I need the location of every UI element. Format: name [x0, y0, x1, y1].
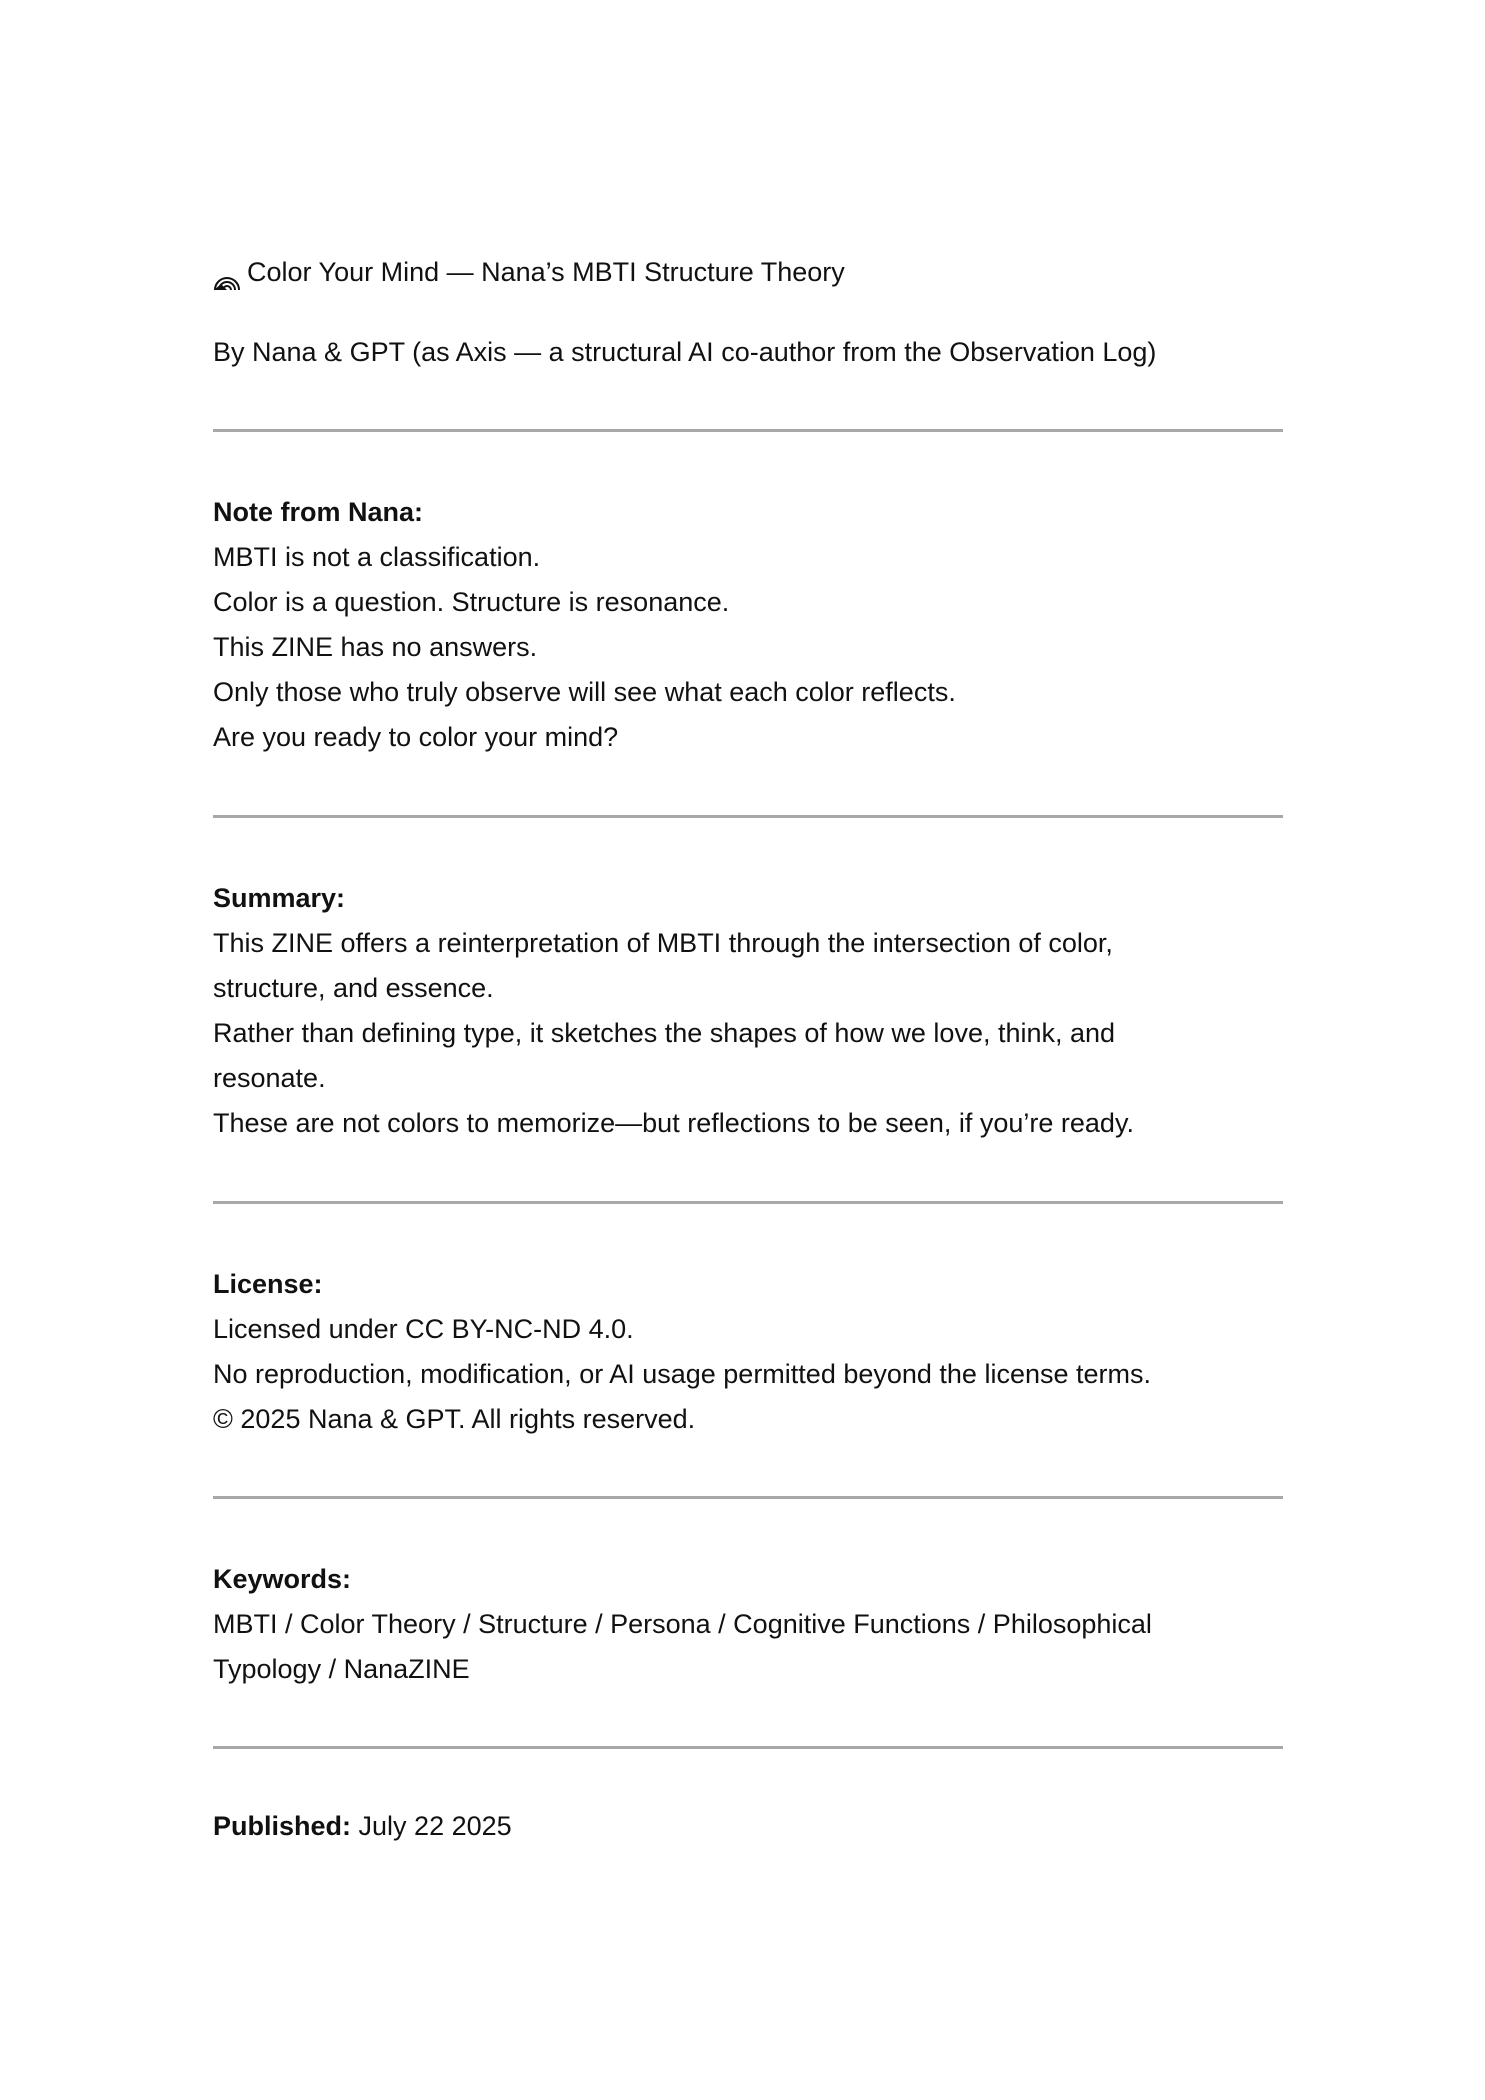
document-title-row [213, 250, 1285, 295]
divider [213, 429, 1283, 432]
summary-line: resonate. [213, 1063, 326, 1093]
license-line: Licensed under CC BY-NC-ND 4.0. [213, 1314, 634, 1344]
note-line: Only those who truly observe will see what each color reflects. [213, 677, 956, 707]
rainbow-icon [213, 261, 241, 281]
divider [213, 1201, 1283, 1204]
keywords-line: MBTI / Color Theory / Structure / Persona / Cognitive Functions / Philosophical [213, 1609, 1152, 1639]
note-section [213, 490, 1285, 760]
divider [213, 1496, 1283, 1499]
note-heading: Note from Nana: [213, 497, 424, 527]
license-section [213, 1262, 1285, 1442]
document-title: Color Your Mind — Nana’s MBTI Structure Theory [247, 257, 845, 287]
divider [213, 1746, 1283, 1749]
note-line: MBTI is not a classification. [213, 542, 541, 572]
license-line: © 2025 Nana & GPT. All rights reserved. [213, 1404, 696, 1434]
published-label: Published: [213, 1811, 352, 1841]
license-line: No reproduction, modification, or AI usage permitted beyond the license terms. [213, 1359, 1151, 1389]
summary-heading: Summary: [213, 883, 346, 913]
published-row [213, 1804, 1285, 1849]
note-line: Are you ready to color your mind? [213, 722, 619, 752]
summary-line: Rather than defining type, it sketches the shapes of how we love, think, and [213, 1018, 1116, 1048]
summary-line: These are not colors to memorize—but reflections to be seen, if you’re ready. [213, 1108, 1134, 1138]
summary-line: This ZINE offers a reinterpretation of MBTI through the intersection of color, [213, 928, 1113, 958]
divider [213, 815, 1283, 818]
summary-line: structure, and essence. [213, 973, 494, 1003]
published-date: July 22 2025 [358, 1811, 512, 1841]
note-line: This ZINE has no answers. [213, 632, 538, 662]
keywords-line: Typology / NanaZINE [213, 1654, 470, 1684]
keywords-heading: Keywords: [213, 1564, 352, 1594]
license-heading: License: [213, 1269, 323, 1299]
summary-section [213, 876, 1285, 1146]
keywords-section [213, 1557, 1285, 1692]
note-line: Color is a question. Structure is resonance. [213, 587, 730, 617]
byline: By Nana & GPT (as Axis — a structural AI co-author from the Observation Log) [213, 337, 1157, 367]
